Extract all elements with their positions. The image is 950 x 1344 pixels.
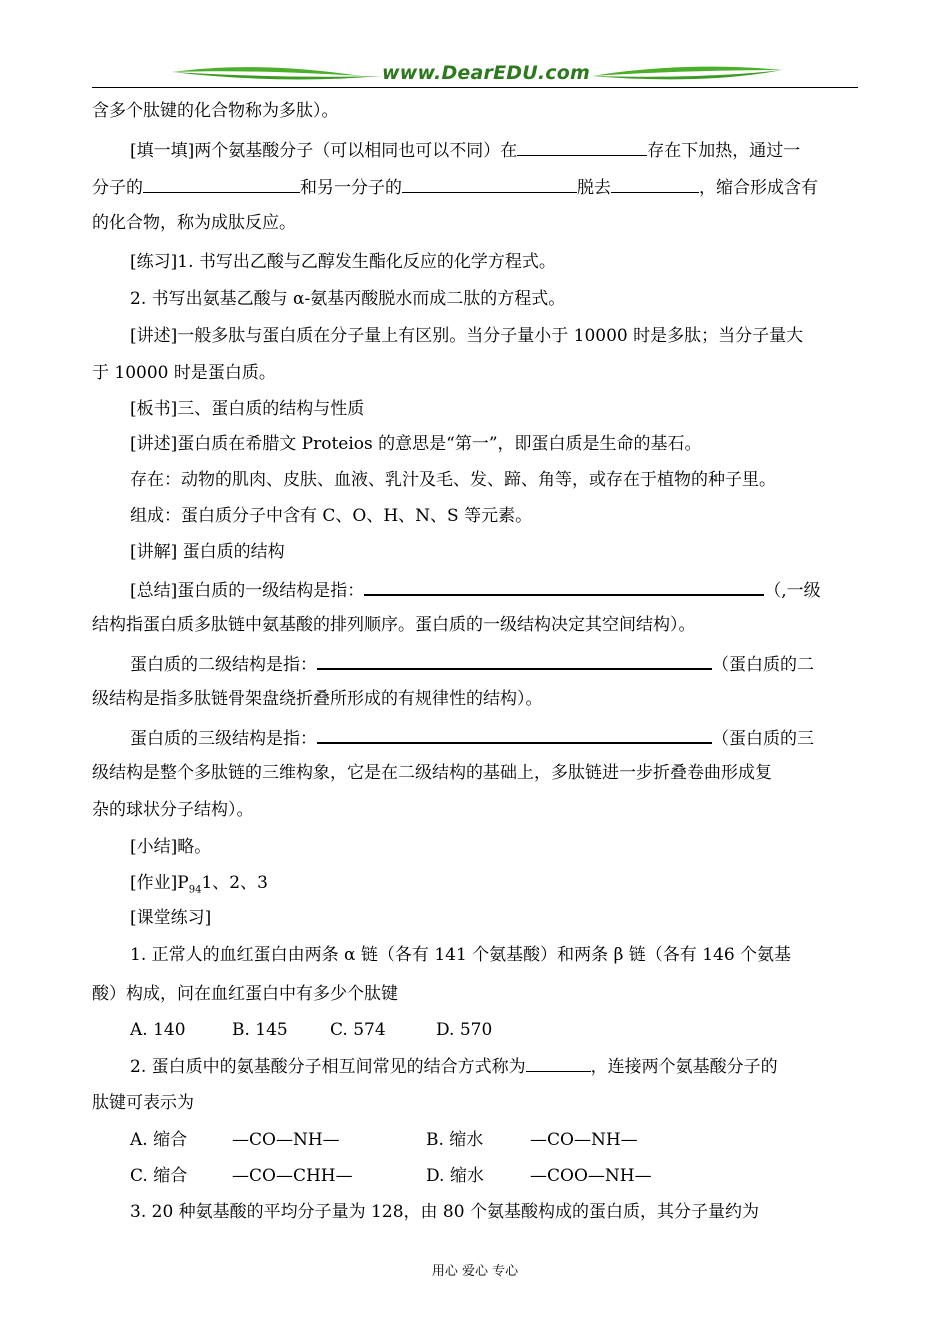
q2-option-b-formula: —CO—NH—	[530, 1130, 638, 1150]
q1-option-b: B. 145	[232, 1020, 288, 1040]
text-span: 分子的	[92, 178, 143, 198]
q2-option-d: D. 缩水	[426, 1166, 484, 1186]
q1-option-c: C. 574	[330, 1020, 386, 1040]
blank[interactable]	[526, 1055, 591, 1072]
question-1: 1. 正常人的血红蛋白由两条 α 链（各有 141 个氨基酸）和两条 β 链（各有 146 个氨基	[130, 945, 792, 965]
blank[interactable]	[143, 176, 300, 193]
text-line: [讲解] 蛋白质的结构	[130, 542, 285, 562]
text-span: [作业]P	[130, 873, 189, 893]
blank[interactable]	[402, 176, 577, 193]
text-line: [板书]三、蛋白质的结构与性质	[130, 399, 365, 419]
text-span: ，缩合形成含有	[699, 178, 818, 198]
fill-in-line	[130, 652, 814, 675]
text-line: 肽键可表示为	[92, 1093, 194, 1113]
fill-in-line	[92, 176, 818, 198]
blank[interactable]	[317, 652, 712, 670]
site-logo: www.DearEDU.com	[382, 62, 591, 84]
question-3: 3. 20 种氨基酸的平均分子量为 128，由 80 个氨基酸构成的蛋白质，其分子量约为	[130, 1202, 759, 1222]
q2-option-c-formula: —CO—CHH—	[232, 1166, 353, 1186]
q2-option-a: A. 缩合	[130, 1130, 188, 1150]
text-line: [小结]略。	[130, 837, 212, 857]
fill-in-line	[130, 726, 814, 749]
text-line: 组成：蛋白质分子中含有 C、O、H、N、S 等元素。	[130, 506, 533, 526]
q1-option-a: A. 140	[130, 1020, 186, 1040]
q2-option-c: C. 缩合	[130, 1166, 188, 1186]
text-line: 2. 书写出氨基乙酸与 α-氨基丙酸脱水而成二肽的方程式。	[130, 289, 566, 309]
text-span: （蛋白质的三	[712, 729, 814, 749]
text-span: 存在下加热，通过一	[647, 141, 801, 161]
header-rule	[92, 87, 858, 88]
q1-option-d: D. 570	[436, 1020, 493, 1040]
text-span: 1、2、3	[201, 873, 268, 893]
text-line: 含多个肽键的化合物称为多肽）。	[92, 101, 339, 121]
text-line: 于 10000 时是蛋白质。	[92, 363, 276, 383]
q2-option-b: B. 缩水	[426, 1130, 484, 1150]
blank[interactable]	[317, 726, 712, 744]
question-2	[130, 1055, 778, 1077]
fill-in-line	[130, 578, 821, 601]
text-line: 级结构是整个多肽链的三维构象，它是在二级结构的基础上，多肽链进一步折叠卷曲形成复	[92, 763, 772, 783]
text-span: [总结]蛋白质的一级结构是指：	[130, 581, 365, 601]
homework-line	[130, 873, 268, 900]
text-span: ，连接两个氨基酸分子的	[590, 1057, 778, 1077]
blank[interactable]	[517, 139, 647, 156]
fill-in-line	[130, 139, 800, 161]
text-span: [填一填]两个氨基酸分子（可以相同也可以不同）在	[130, 141, 518, 161]
text-line: 结构指蛋白质多肽链中氨基酸的排列顺序。蛋白质的一级结构决定其空间结构）。	[92, 615, 696, 635]
blank[interactable]	[611, 176, 699, 193]
blank[interactable]	[364, 578, 764, 596]
page-subscript: 94	[188, 884, 202, 896]
q2-option-a-formula: —CO—NH—	[232, 1130, 340, 1150]
text-line: [练习]1. 书写出乙酸与乙醇发生酯化反应的化学方程式。	[130, 252, 556, 272]
text-line: 杂的球状分子结构）。	[92, 800, 254, 820]
text-span: 蛋白质的三级结构是指：	[130, 729, 317, 749]
text-span: 2. 蛋白质中的氨基酸分子相互间常见的结合方式称为	[130, 1057, 526, 1077]
text-span: 脱去	[577, 178, 611, 198]
q2-option-d-formula: —COO—NH—	[530, 1166, 652, 1186]
text-span: （,一级	[764, 581, 821, 601]
page-footer: 用心 爱心 专心	[431, 1264, 519, 1279]
text-span: 和另一分子的	[300, 178, 402, 198]
text-line: 级结构是指多肽链骨架盘绕折叠所形成的有规律性的结构）。	[92, 689, 543, 709]
text-line: 存在：动物的肌肉、皮肤、血液、乳汁及毛、发、蹄、角等，或存在于植物的种子里。	[130, 470, 776, 490]
text-span: （蛋白质的二	[712, 655, 814, 675]
text-line: 酸）构成，问在血红蛋白中有多少个肽键	[92, 984, 398, 1004]
text-line: [课堂练习]	[130, 908, 212, 928]
text-span: 蛋白质的二级结构是指：	[130, 655, 317, 675]
text-line: [讲述]一般多肽与蛋白质在分子量上有区别。当分子量小于 10000 时是多肽；当分子量大	[130, 326, 804, 346]
text-line: [讲述]蛋白质在希腊文 Proteios 的意思是“第一”，即蛋白质是生命的基石。	[130, 434, 702, 454]
text-line: 的化合物，称为成肽反应。	[92, 213, 296, 233]
